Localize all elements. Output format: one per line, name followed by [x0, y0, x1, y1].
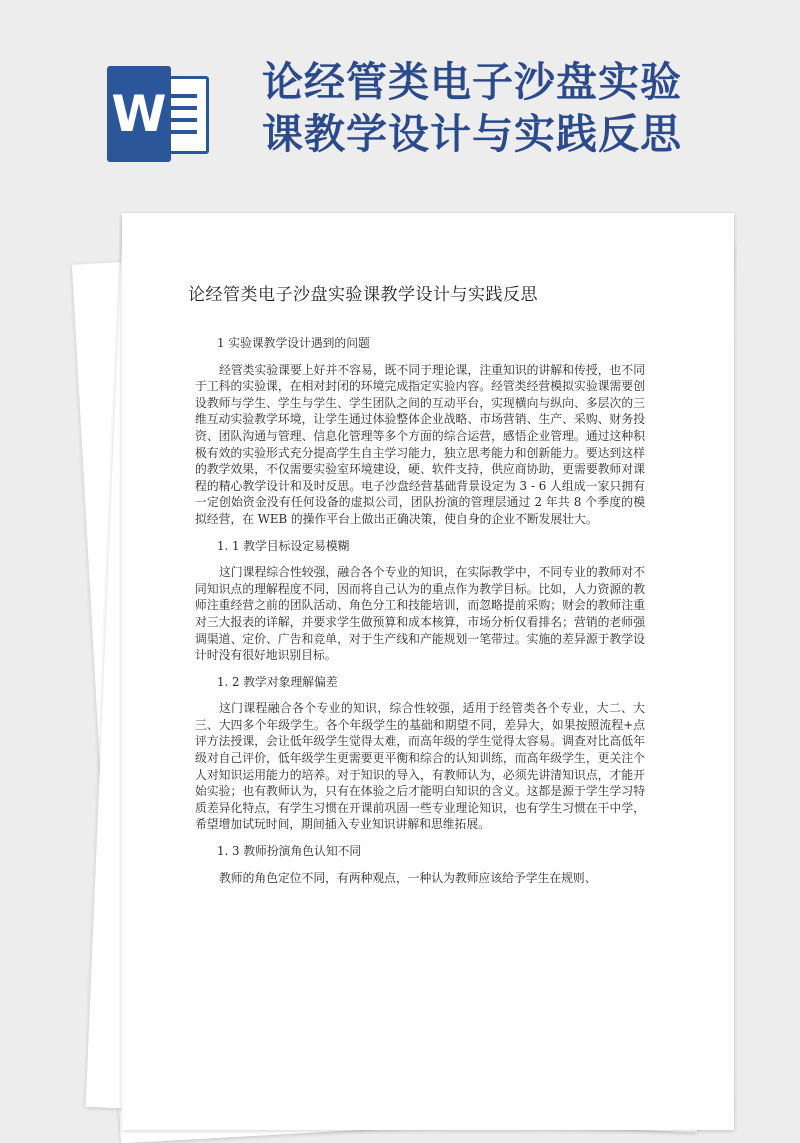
title-line-1: 论经管类电子沙盘实验: [262, 58, 682, 106]
word-logo-letter: W: [107, 66, 171, 162]
paper-title: 论经管类电子沙盘实验课教学设计与实践反思: [188, 285, 538, 305]
title-line-2: 课教学设计与实践反思: [262, 110, 682, 158]
section-1: [195, 335, 645, 528]
section-1-1: [195, 538, 645, 664]
section-1-3: [195, 843, 645, 886]
paragraph: 教师的角色定位不同，有两种观点，一种认为教师应该给予学生在规则、: [219, 870, 597, 885]
paragraph: 这门课程综合性较强，融合各个专业的知识，在实际教学中，不同专业的教师对不同知识点的理解程度不同，因而将自己认为的重点作为教学目标。比如，人力资源的教师注重经营之前的团队活动、角色分工和技能培训，而忽略提前采购；财会的教师注重对三大报表的详解，并要求学生做预算和成本核算，市场分析仅看排名；营销的老师强调渠道、定价、广告和竞单，对于生产线和产能规划一笔带过。实施的差异源于教学设计时没有很好地识别目标。: [195, 565, 645, 663]
section-heading: 1. 3 教师扮演角色认知不同: [217, 844, 362, 859]
document-title-banner: [262, 56, 782, 160]
section-heading: 1. 2 教学对象理解偏差: [217, 674, 338, 689]
word-document-icon: [107, 66, 213, 162]
section-heading: 1 实验课教学设计遇到的问题: [217, 336, 370, 350]
section-heading: 1. 1 教学目标设定易模糊: [217, 538, 350, 553]
page-header: [0, 0, 800, 215]
paragraph: 经管类实验课要上好并不容易，既不同于理论课，注重知识的讲解和传授，也不同于工科的实验课，在相对封闭的环境完成指定实验内容。经管类经营模拟实验课需要创设教师与学生、学生与学生、学生团队之间的互动平台，实现横向与纵向、多层次的三维互动实验教学环境，让学生通过体验整体企业战略、市场营销、生产、采购、财务投资、团队沟通与管理、信息化管理等多个方面的综合运营，感悟企业管理。通过这种积极有效的实验形式充分提高学生自主学习能力，独立思考能力和创新能力。要达到这样的教学效果，不仅需要实验室环境建设，硬、软件支持，供应商协助，更需要教师对课程的精心教学设计和及时反思。电子沙盘经营基础背景设定为 3 - 6 人组成一家只拥有一定创始资金没有任何设备的虚拟公司，团队扮演的管理层通过 2 年共 8 个季度的模拟经营，在 WEB 的操作平台上做出正确决策，使自身的企业不断发展壮大。: [195, 362, 645, 526]
document-body: [195, 331, 645, 896]
section-1-2: [195, 674, 645, 833]
document-page: [122, 213, 734, 1130]
paragraph: 这门课程融合各个专业的知识，综合性较强，适用于经管类各个专业，大二、大三、大四多个年级学生。各个年级学生的基础和期望不同，差异大，如果按照流程+点评方法授课，会让低年级学生觉得太难，而高年级的学生觉得太容易。调查对比高低年级对自己评价，低年级学生更需要更平衡和综合的认知训练，而高年级学生，更关注个人对知识运用能力的培养。对于知识的导入，有教师认为，必须先讲清知识点，才能开始实验；也有教师认为，只有在体验之后才能明白知识的含义。这都是源于学生学习特质差异化特点，有学生习惯在开课前巩固一些专业理论知识，也有学生习惯在干中学，希望增加试玩时间，期间插入专业知识讲解和思维拓展。: [195, 701, 645, 832]
